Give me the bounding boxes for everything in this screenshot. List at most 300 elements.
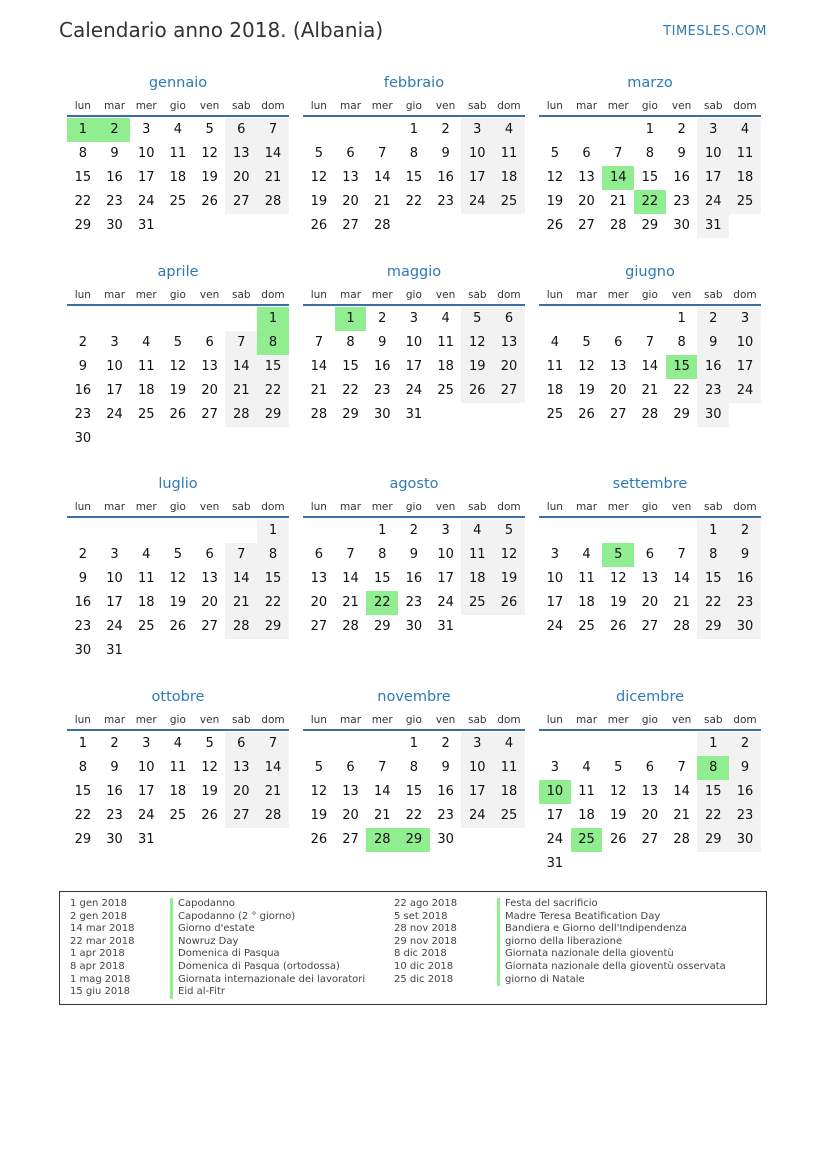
day-cell[interactable]: 27 [201,407,218,422]
day-cell[interactable]: 7 [257,118,289,142]
day-cell[interactable]: 12 [493,543,525,567]
day-cell[interactable]: 21 [257,780,289,804]
day-cell[interactable]: 13 [201,571,218,586]
day-cell[interactable]: 24 [461,190,493,214]
day-cell[interactable]: 29 [641,218,659,233]
day-cell[interactable]: 9 [697,331,729,355]
day-cell[interactable]: 30 [106,218,123,233]
day-cell[interactable]: 3 [441,523,450,538]
day-cell[interactable]: 25 [137,407,155,422]
day-cell[interactable]: 13 [201,359,218,374]
day-cell[interactable]: 9 [729,756,761,780]
day-cell[interactable]: 23 [729,591,761,615]
day-cell[interactable]: 2 [441,736,450,751]
day-cell[interactable]: 29 [74,218,92,233]
day-cell[interactable]: 3 [110,335,119,350]
day-cell[interactable]: 21 [673,595,690,610]
day-cell[interactable]: 9 [78,359,87,374]
day-cell[interactable]: 11 [169,760,187,775]
day-cell[interactable]: 14 [225,567,257,591]
day-cell[interactable]: 15 [74,784,92,799]
day-cell[interactable]: 26 [461,379,493,403]
day-cell[interactable]: 12 [201,760,218,775]
day-cell[interactable]: 4 [493,118,525,142]
day-cell[interactable]: 10 [137,146,155,161]
day-cell[interactable]: 24 [405,383,423,398]
day-cell[interactable]: 20 [201,595,218,610]
day-cell[interactable]: 8 [78,760,87,775]
day-cell[interactable]: 2 [409,523,419,538]
day-cell[interactable]: 2 [78,335,87,350]
day-cell[interactable]: 8 [257,543,289,567]
day-cell[interactable]: 7 [378,760,387,775]
day-cell[interactable]: 6 [225,732,257,756]
day-cell[interactable]: 3 [142,736,151,751]
day-cell[interactable]: 17 [106,595,123,610]
day-cell[interactable]: 3 [142,122,151,137]
day-cell[interactable]: 9 [441,146,450,161]
day-cell[interactable]: 18 [546,383,564,398]
day-cell[interactable]: 20 [225,166,257,190]
day-cell[interactable]: 4 [441,311,450,326]
day-cell[interactable]: 25 [169,194,187,209]
day-cell[interactable]: 20 [310,595,328,610]
day-cell[interactable]: 16 [729,567,761,591]
day-cell[interactable]: 3 [409,311,419,326]
day-cell[interactable]: 8 [78,146,87,161]
day-cell-holiday[interactable]: 22 [634,190,666,214]
day-cell[interactable]: 10 [461,756,493,780]
day-cell[interactable]: 26 [169,407,187,422]
day-cell[interactable]: 24 [106,407,123,422]
day-cell[interactable]: 10 [461,142,493,166]
day-cell[interactable]: 25 [461,591,493,615]
day-cell[interactable]: 27 [609,407,627,422]
day-cell[interactable]: 20 [342,808,359,823]
day-cell[interactable]: 26 [201,194,218,209]
day-cell-holiday[interactable]: 15 [666,355,698,379]
day-cell[interactable]: 28 [609,218,627,233]
day-cell[interactable]: 6 [346,760,355,775]
day-cell[interactable]: 2 [78,547,87,562]
day-cell[interactable]: 30 [74,431,92,446]
day-cell[interactable]: 23 [729,804,761,828]
day-cell[interactable]: 26 [169,619,187,634]
day-cell-holiday[interactable]: 29 [398,828,430,852]
day-cell[interactable]: 28 [641,407,659,422]
day-cell[interactable]: 20 [641,595,659,610]
day-cell[interactable]: 23 [405,595,423,610]
day-cell[interactable]: 18 [137,595,155,610]
day-cell[interactable]: 6 [645,547,655,562]
day-cell[interactable]: 28 [257,190,289,214]
day-cell[interactable]: 11 [461,543,493,567]
day-cell[interactable]: 30 [697,403,729,427]
day-cell[interactable]: 26 [310,218,328,233]
day-cell[interactable]: 8 [645,146,655,161]
day-cell[interactable]: 5 [314,760,323,775]
day-cell[interactable]: 16 [106,784,123,799]
day-cell[interactable]: 16 [106,170,123,185]
day-cell[interactable]: 9 [729,543,761,567]
day-cell[interactable]: 13 [225,142,257,166]
day-cell[interactable]: 9 [110,760,119,775]
day-cell[interactable]: 29 [673,407,690,422]
day-cell[interactable]: 17 [729,355,761,379]
day-cell[interactable]: 17 [461,780,493,804]
day-cell[interactable]: 3 [110,547,119,562]
day-cell[interactable]: 26 [310,832,328,847]
day-cell[interactable]: 2 [697,307,729,331]
day-cell[interactable]: 17 [437,571,454,586]
day-cell[interactable]: 30 [106,832,123,847]
day-cell[interactable]: 19 [546,194,564,209]
day-cell[interactable]: 24 [106,619,123,634]
day-cell[interactable]: 7 [225,331,257,355]
day-cell[interactable]: 18 [493,166,525,190]
day-cell[interactable]: 5 [173,547,183,562]
day-cell[interactable]: 12 [310,170,328,185]
day-cell[interactable]: 24 [546,832,564,847]
day-cell[interactable]: 27 [578,218,595,233]
day-cell[interactable]: 9 [110,146,119,161]
day-cell[interactable]: 15 [641,170,659,185]
day-cell[interactable]: 4 [173,122,183,137]
day-cell[interactable]: 7 [645,335,655,350]
day-cell[interactable]: 22 [697,591,729,615]
day-cell[interactable]: 4 [461,519,493,543]
day-cell[interactable]: 19 [201,170,218,185]
day-cell[interactable]: 28 [673,619,690,634]
day-cell[interactable]: 31 [405,407,423,422]
day-cell[interactable]: 27 [310,619,328,634]
day-cell[interactable]: 1 [697,519,729,543]
day-cell[interactable]: 24 [697,190,729,214]
day-cell[interactable]: 16 [373,359,391,374]
day-cell-holiday[interactable]: 28 [366,828,398,852]
day-cell[interactable]: 9 [409,547,419,562]
day-cell[interactable]: 23 [106,194,123,209]
day-cell[interactable]: 30 [729,828,761,852]
day-cell[interactable]: 19 [493,567,525,591]
day-cell[interactable]: 26 [546,218,564,233]
day-cell[interactable]: 14 [257,756,289,780]
day-cell[interactable]: 19 [310,808,328,823]
day-cell[interactable]: 25 [546,407,564,422]
day-cell[interactable]: 18 [493,780,525,804]
day-cell[interactable]: 28 [342,619,359,634]
day-cell[interactable]: 23 [697,379,729,403]
day-cell[interactable]: 14 [641,359,659,374]
day-cell[interactable]: 27 [342,218,359,233]
day-cell[interactable]: 9 [441,760,450,775]
day-cell[interactable]: 22 [257,591,289,615]
day-cell[interactable]: 18 [461,567,493,591]
day-cell[interactable]: 28 [257,804,289,828]
day-cell[interactable]: 10 [106,359,123,374]
day-cell[interactable]: 21 [310,383,328,398]
day-cell[interactable]: 19 [201,784,218,799]
day-cell[interactable]: 4 [582,760,591,775]
day-cell[interactable]: 2 [677,122,686,137]
day-cell[interactable]: 5 [205,736,214,751]
day-cell[interactable]: 10 [546,571,564,586]
day-cell[interactable]: 27 [641,619,659,634]
day-cell[interactable]: 11 [578,784,595,799]
day-cell[interactable]: 29 [257,615,289,639]
day-cell[interactable]: 12 [461,331,493,355]
day-cell[interactable]: 22 [74,808,92,823]
brand-link[interactable]: TIMESLES.COM [663,24,767,39]
day-cell[interactable]: 30 [729,615,761,639]
day-cell[interactable]: 15 [405,170,423,185]
day-cell[interactable]: 7 [614,146,623,161]
day-cell[interactable]: 23 [106,808,123,823]
day-cell[interactable]: 8 [409,760,419,775]
day-cell[interactable]: 25 [493,804,525,828]
day-cell[interactable]: 22 [342,383,359,398]
day-cell[interactable]: 10 [729,331,761,355]
day-cell[interactable]: 19 [461,355,493,379]
day-cell[interactable]: 13 [641,784,659,799]
day-cell[interactable]: 16 [729,780,761,804]
day-cell[interactable]: 31 [437,619,454,634]
day-cell[interactable]: 25 [437,383,454,398]
day-cell[interactable]: 21 [257,166,289,190]
day-cell[interactable]: 5 [205,122,214,137]
day-cell[interactable]: 16 [697,355,729,379]
day-cell[interactable]: 13 [641,571,659,586]
day-cell[interactable]: 27 [493,379,525,403]
day-cell[interactable]: 21 [225,591,257,615]
day-cell[interactable]: 19 [578,383,595,398]
day-cell[interactable]: 18 [137,383,155,398]
day-cell[interactable]: 11 [493,756,525,780]
day-cell[interactable]: 2 [110,736,119,751]
day-cell-holiday[interactable]: 22 [366,591,398,615]
day-cell[interactable]: 29 [697,615,729,639]
day-cell[interactable]: 20 [201,383,218,398]
day-cell[interactable]: 20 [641,808,659,823]
day-cell[interactable]: 21 [609,194,627,209]
day-cell[interactable]: 8 [409,146,419,161]
day-cell[interactable]: 26 [493,591,525,615]
day-cell[interactable]: 12 [578,359,595,374]
day-cell-holiday[interactable]: 8 [257,331,289,355]
day-cell[interactable]: 14 [310,359,328,374]
day-cell[interactable]: 30 [673,218,690,233]
day-cell[interactable]: 28 [373,218,391,233]
day-cell[interactable]: 11 [578,571,595,586]
day-cell[interactable]: 19 [609,595,627,610]
day-cell[interactable]: 26 [609,619,627,634]
day-cell[interactable]: 13 [225,756,257,780]
day-cell[interactable]: 11 [169,146,187,161]
day-cell[interactable]: 15 [405,784,423,799]
day-cell[interactable]: 16 [74,595,92,610]
day-cell-holiday[interactable]: 10 [539,780,571,804]
day-cell[interactable]: 19 [169,595,187,610]
day-cell[interactable]: 6 [645,760,655,775]
day-cell[interactable]: 21 [373,808,391,823]
day-cell[interactable]: 24 [437,595,454,610]
day-cell[interactable]: 13 [493,331,525,355]
day-cell[interactable]: 7 [314,335,323,350]
day-cell[interactable]: 18 [729,166,761,190]
day-cell[interactable]: 16 [405,571,423,586]
day-cell[interactable]: 3 [550,760,559,775]
day-cell[interactable]: 17 [405,359,423,374]
day-cell[interactable]: 13 [342,784,359,799]
day-cell[interactable]: 31 [137,832,155,847]
day-cell[interactable]: 6 [225,118,257,142]
day-cell[interactable]: 19 [310,194,328,209]
day-cell[interactable]: 14 [673,571,690,586]
day-cell[interactable]: 6 [614,335,623,350]
day-cell[interactable]: 3 [550,547,559,562]
day-cell[interactable]: 6 [582,146,591,161]
day-cell[interactable]: 27 [225,190,257,214]
day-cell[interactable]: 21 [673,808,690,823]
day-cell[interactable]: 3 [461,732,493,756]
day-cell[interactable]: 18 [169,170,187,185]
day-cell[interactable]: 22 [697,804,729,828]
day-cell[interactable]: 16 [437,784,454,799]
day-cell[interactable]: 1 [409,736,419,751]
day-cell[interactable]: 27 [342,832,359,847]
day-cell[interactable]: 17 [546,808,564,823]
day-cell[interactable]: 30 [437,832,454,847]
day-cell-holiday[interactable]: 2 [99,118,131,142]
day-cell[interactable]: 25 [137,619,155,634]
day-cell[interactable]: 23 [673,194,690,209]
day-cell[interactable]: 23 [437,808,454,823]
day-cell[interactable]: 15 [697,567,729,591]
day-cell[interactable]: 31 [697,214,729,238]
day-cell[interactable]: 4 [173,736,183,751]
day-cell[interactable]: 2 [729,732,761,756]
day-cell[interactable]: 30 [405,619,423,634]
day-cell[interactable]: 15 [257,567,289,591]
day-cell[interactable]: 29 [373,619,391,634]
day-cell[interactable]: 18 [437,359,454,374]
day-cell[interactable]: 6 [314,547,323,562]
day-cell[interactable]: 31 [546,856,564,871]
day-cell[interactable]: 23 [373,383,391,398]
day-cell[interactable]: 29 [257,403,289,427]
day-cell[interactable]: 21 [641,383,659,398]
day-cell[interactable]: 24 [137,194,155,209]
day-cell[interactable]: 7 [257,732,289,756]
day-cell-holiday[interactable]: 14 [602,166,634,190]
day-cell[interactable]: 21 [373,194,391,209]
day-cell[interactable]: 4 [582,547,591,562]
day-cell[interactable]: 6 [493,307,525,331]
day-cell-holiday[interactable]: 1 [257,307,289,331]
day-cell[interactable]: 11 [137,359,155,374]
day-cell[interactable]: 9 [378,335,387,350]
day-cell[interactable]: 27 [641,832,659,847]
day-cell[interactable]: 26 [201,808,218,823]
day-cell[interactable]: 14 [673,784,690,799]
day-cell[interactable]: 15 [74,170,92,185]
day-cell[interactable]: 25 [578,619,595,634]
day-cell[interactable]: 13 [310,571,328,586]
day-cell[interactable]: 22 [74,194,92,209]
day-cell[interactable]: 1 [257,519,289,543]
day-cell[interactable]: 31 [106,643,123,658]
day-cell[interactable]: 10 [437,547,454,562]
day-cell[interactable]: 29 [74,832,92,847]
day-cell[interactable]: 22 [673,383,690,398]
day-cell[interactable]: 8 [697,543,729,567]
day-cell[interactable]: 10 [106,571,123,586]
day-cell[interactable]: 20 [225,780,257,804]
day-cell[interactable]: 19 [169,383,187,398]
day-cell[interactable]: 27 [225,804,257,828]
day-cell[interactable]: 13 [342,170,359,185]
day-cell[interactable]: 8 [378,547,387,562]
day-cell[interactable]: 20 [578,194,595,209]
day-cell[interactable]: 2 [378,311,387,326]
day-cell-holiday[interactable]: 25 [571,828,603,852]
day-cell[interactable]: 20 [342,194,359,209]
day-cell[interactable]: 20 [609,383,627,398]
day-cell-holiday[interactable]: 8 [697,756,729,780]
day-cell[interactable]: 26 [578,407,595,422]
day-cell[interactable]: 3 [461,118,493,142]
day-cell[interactable]: 7 [378,146,387,161]
day-cell-holiday[interactable]: 1 [67,118,99,142]
day-cell[interactable]: 4 [493,732,525,756]
day-cell[interactable]: 8 [677,335,686,350]
day-cell[interactable]: 5 [582,335,591,350]
day-cell[interactable]: 24 [137,808,155,823]
day-cell[interactable]: 4 [142,547,151,562]
day-cell[interactable]: 17 [137,784,155,799]
day-cell[interactable]: 23 [437,194,454,209]
day-cell[interactable]: 7 [677,760,686,775]
day-cell[interactable]: 9 [78,571,87,586]
day-cell[interactable]: 14 [373,170,391,185]
day-cell[interactable]: 6 [205,547,214,562]
day-cell[interactable]: 11 [137,571,155,586]
day-cell[interactable]: 14 [342,571,359,586]
day-cell[interactable]: 5 [550,146,559,161]
day-cell[interactable]: 5 [461,307,493,331]
day-cell[interactable]: 7 [225,543,257,567]
day-cell[interactable]: 13 [578,170,595,185]
day-cell[interactable]: 12 [546,170,564,185]
day-cell[interactable]: 25 [493,190,525,214]
day-cell[interactable]: 7 [677,547,686,562]
day-cell[interactable]: 1 [677,311,686,326]
day-cell[interactable]: 18 [578,808,595,823]
day-cell[interactable]: 8 [346,335,355,350]
day-cell[interactable]: 5 [173,335,183,350]
day-cell[interactable]: 4 [550,335,559,350]
day-cell[interactable]: 14 [225,355,257,379]
day-cell[interactable]: 22 [405,194,423,209]
day-cell[interactable]: 24 [729,379,761,403]
day-cell[interactable]: 2 [441,122,450,137]
day-cell[interactable]: 28 [673,832,690,847]
day-cell[interactable]: 1 [409,122,419,137]
day-cell[interactable]: 21 [342,595,359,610]
day-cell[interactable]: 4 [729,118,761,142]
day-cell[interactable]: 20 [493,355,525,379]
day-cell[interactable]: 2 [729,519,761,543]
